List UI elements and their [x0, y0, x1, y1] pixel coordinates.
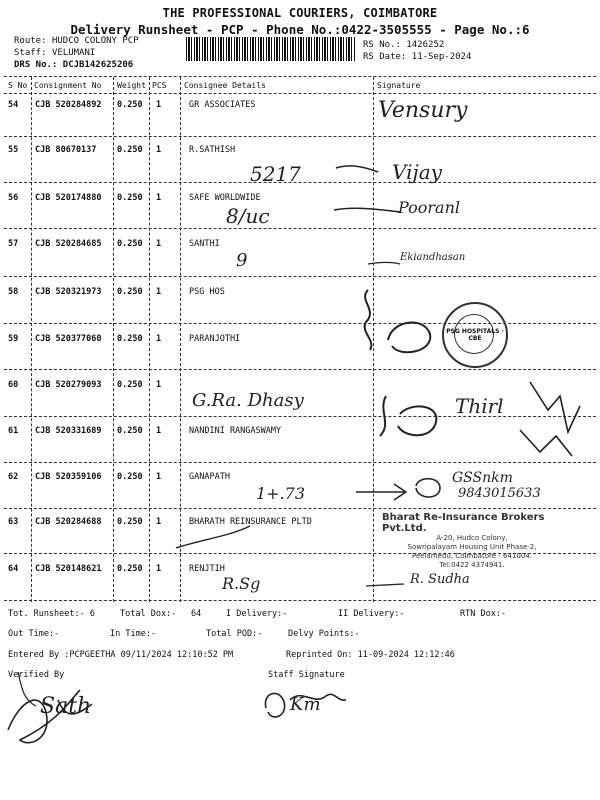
row-pcs: 1 — [156, 517, 162, 527]
rs-date-label: RS Date: — [363, 52, 407, 62]
tot-runsheet: Tot. Runsheet:- 6 — [8, 609, 95, 619]
psg-hospital-stamp — [442, 302, 508, 368]
row-sno: 55 — [8, 145, 19, 155]
row-sno: 56 — [8, 193, 19, 203]
signature-stroke — [366, 584, 404, 586]
drs-label: DRS No.: — [14, 60, 58, 70]
stamp-company-name: Bharat Re-Insurance Brokers Pvt.Ltd. — [382, 512, 545, 534]
verified-by-label: Verified By — [8, 670, 65, 680]
row-weight: 0.250 — [117, 287, 143, 297]
row-consignee: SAFE WORLDWIDE — [189, 193, 261, 203]
row-pcs: 1 — [156, 472, 162, 482]
row-consignment-no: CJB 520359106 — [35, 472, 102, 482]
stamp-address-line: Tel:0422 4374941. — [439, 561, 505, 569]
row-sno: 63 — [8, 517, 19, 527]
row-weight: 0.250 — [117, 564, 143, 574]
row-consignment-no: CJB 80670137 — [35, 145, 97, 155]
reprinted-on: Reprinted On: 11-09-2024 12:12:46 — [286, 650, 455, 660]
row-pcs: 1 — [156, 334, 162, 344]
row-consignment-no: CJB 520321973 — [35, 287, 102, 297]
ii-delivery: II Delivery:- — [338, 609, 405, 619]
staff-signature-label: Staff Signature — [268, 670, 345, 680]
row-sno: 54 — [8, 100, 19, 110]
signature-stroke — [176, 526, 250, 548]
row-sno: 59 — [8, 334, 19, 344]
col-signature: Signature — [377, 81, 421, 90]
runsheet-title: Delivery Runsheet - PCP - Phone No.:0422-3505555 - Page No.:6 — [70, 22, 530, 37]
row-consignee: SANTHI — [189, 239, 220, 249]
total-dox-label: Total Dox:- — [120, 609, 177, 619]
staff-signature: Km — [290, 694, 321, 715]
handwritten-note: 1+.73 — [256, 484, 306, 503]
signature-stroke — [365, 290, 372, 350]
rs-date-value: 11-Sep-2024 — [411, 52, 472, 62]
row-weight: 0.250 — [117, 426, 143, 436]
row-consignee: GANAPATH — [189, 472, 230, 482]
row-consignee: PARANJOTHI — [189, 334, 241, 344]
handwritten-note: G.Ra. Dhasy — [192, 390, 304, 411]
row-weight: 0.250 — [117, 145, 143, 155]
row-weight: 0.250 — [117, 517, 143, 527]
handwritten-signature: Vijay — [392, 160, 442, 184]
row-consignee: R.SATHISH — [189, 145, 236, 155]
row-consignment-no: CJB 520279093 — [35, 380, 102, 390]
bharat-reinsurance-stamp — [382, 512, 562, 574]
rtn-dox: RTN Dox:- — [460, 609, 507, 619]
verified-signature: Sath — [40, 694, 92, 719]
row-sno: 58 — [8, 287, 19, 297]
rs-no-value: 1426252 — [406, 40, 445, 50]
stamp-address-line: A-20, Hudco Colony, — [436, 534, 508, 542]
row-consignee: NANDINI RANGASWAMY — [189, 426, 282, 436]
row-sno: 64 — [8, 564, 19, 574]
row-sno: 57 — [8, 239, 19, 249]
out-time: Out Time:- — [8, 629, 60, 639]
signature-stroke — [334, 208, 400, 212]
row-pcs: 1 — [156, 145, 162, 155]
row-pcs: 1 — [156, 564, 162, 574]
in-time: In Time:- — [110, 629, 157, 639]
signature-stroke — [398, 406, 436, 435]
signature-stroke — [520, 430, 572, 456]
route-label: Route: — [14, 36, 47, 46]
col-pcs: PCS — [152, 81, 167, 90]
row-pcs: 1 — [156, 426, 162, 436]
signature-stroke — [530, 382, 580, 432]
staff-value: VELUMANI — [51, 48, 96, 58]
row-weight: 0.250 — [117, 472, 143, 482]
stamp-address-line: Sowripalayam Housing Unit Phase-2, — [407, 543, 537, 551]
handwritten-note: 5217 — [250, 162, 301, 186]
row-consignment-no: CJB 520331689 — [35, 426, 102, 436]
col-consignee: Consignee Details — [184, 81, 266, 90]
row-consignee: RENJTIH — [189, 564, 225, 574]
row-pcs: 1 — [156, 380, 162, 390]
row-consignment-no: CJB 520377060 — [35, 334, 102, 344]
row-pcs: 1 — [156, 239, 162, 249]
handwritten-signature: Pooranl — [398, 198, 460, 217]
row-consignment-no: CJB 520284892 — [35, 100, 102, 110]
col-sno: S No — [8, 81, 28, 90]
i-delivery: I Delivery:- — [226, 609, 288, 619]
row-weight: 0.250 — [117, 193, 143, 203]
handwritten-note: R.Sg — [222, 574, 261, 593]
row-consignee: GR ASSOCIATES — [189, 100, 256, 110]
total-dox-value: 64 — [191, 609, 202, 619]
signature-stroke — [416, 479, 440, 497]
handwritten-signature: Ekiandhasan — [400, 252, 466, 263]
stamp-address-line: Peelamedu, Coimbatore - 641004. — [412, 552, 532, 560]
total-pod: Total POD:- — [206, 629, 263, 639]
row-weight: 0.250 — [117, 380, 143, 390]
row-sno: 61 — [8, 426, 19, 436]
row-consignment-no: CJB 520174880 — [35, 193, 102, 203]
row-pcs: 1 — [156, 193, 162, 203]
signature-stroke — [368, 263, 400, 265]
signature-stroke — [336, 166, 378, 172]
handwritten-phone: 9843015633 — [458, 486, 541, 501]
handwritten-note: 8/uc — [226, 204, 270, 228]
handwritten-note: 9 — [236, 250, 248, 271]
col-consignment: Consignment No — [34, 81, 102, 90]
drs-value: DCJB142625206 — [62, 60, 134, 70]
row-weight: 0.250 — [117, 239, 143, 249]
entered-by: Entered By :PCPGEETHA 09/11/2024 12:10:52 PM — [8, 650, 234, 660]
row-pcs: 1 — [156, 287, 162, 297]
row-weight: 0.250 — [117, 334, 143, 344]
row-pcs: 1 — [156, 100, 162, 110]
signature-stroke — [388, 323, 430, 353]
row-sno: 60 — [8, 380, 19, 390]
handwritten-signature: Thirl — [455, 394, 504, 418]
col-weight: Weight — [117, 81, 146, 90]
row-consignee: BHARATH REINSURANCE PLTD — [189, 517, 312, 527]
arrow-stroke — [356, 484, 406, 500]
route-value: HUDCO COLONY PCP — [51, 36, 139, 46]
row-weight: 0.250 — [117, 100, 143, 110]
rs-no-label: RS No.: — [363, 40, 401, 50]
handwritten-signature: R. Sudha — [410, 572, 470, 587]
row-consignment-no: CJB 520284688 — [35, 517, 102, 527]
row-consignment-no: CJB 520284685 — [35, 239, 102, 249]
handwritten-signature: Vensury — [378, 98, 468, 123]
company-title: THE PROFESSIONAL COURIERS, COIMBATORE — [162, 6, 438, 20]
signature-stroke — [380, 396, 386, 436]
handwritten-signature: GSSnkm — [452, 470, 513, 486]
stamp-text: PSG HOSPITALS · CBE — [446, 328, 504, 342]
row-consignment-no: CJB 520148621 — [35, 564, 102, 574]
row-sno: 62 — [8, 472, 19, 482]
row-consignee: PSG HOS — [189, 287, 225, 297]
delvy-points: Delvy Points:- — [288, 629, 360, 639]
staff-label: Staff: — [14, 48, 47, 58]
